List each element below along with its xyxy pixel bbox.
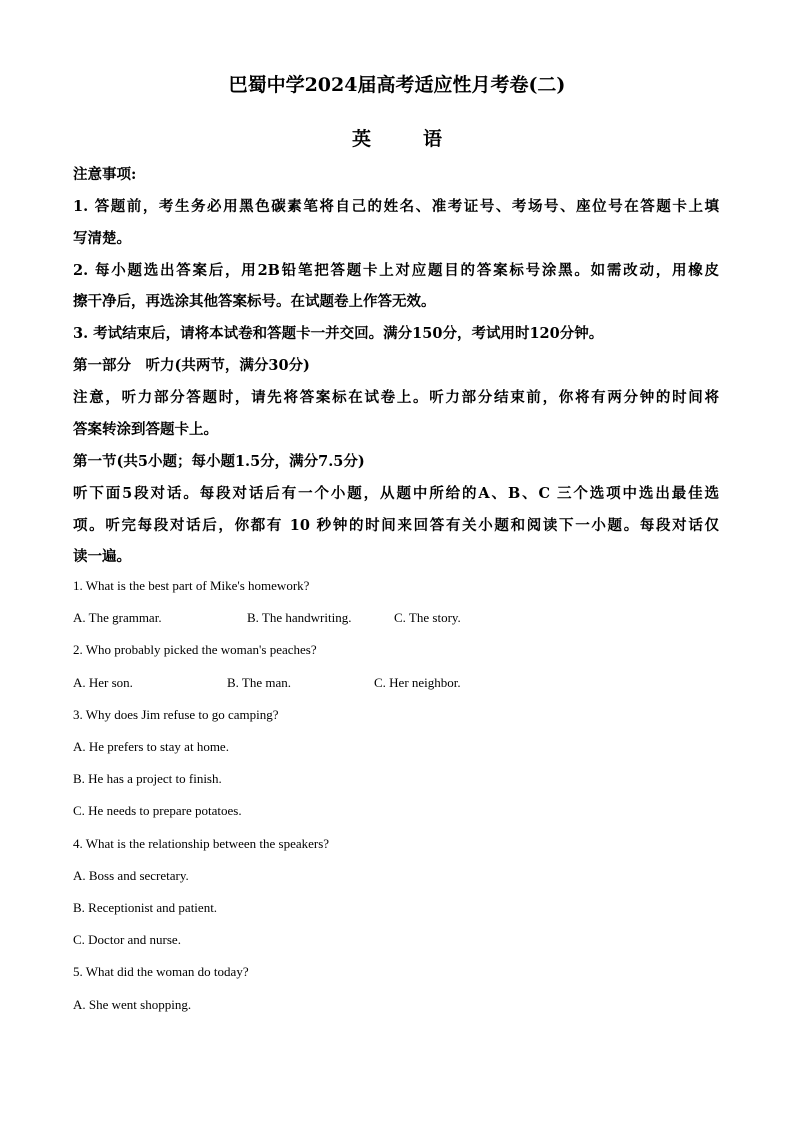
subject-char-1: 英 [351, 128, 371, 150]
question-5: 5. What did the woman do today? [73, 964, 249, 979]
question-5-option-a: A. She went shopping. [73, 997, 192, 1012]
question-2-option-b: B. The man. [227, 675, 292, 690]
question-1-option-a: A. The grammar. [73, 610, 162, 625]
part1-heading: 第一部分 听力(共两节，满分30分) [73, 357, 310, 374]
instruction-line-3: 读一遍。 [73, 548, 131, 565]
instruction-line-2: 项。听完每段对话后，你都有 10 秒钟的时间来回答有关小题和阅读下一小题。每段对话仅 [73, 517, 719, 534]
notice-line-2: 写清楚。 [73, 230, 131, 247]
notice-line-3: 2. 每小题选出答案后，用2B铅笔把答题卡上对应题目的答案标号涂黑。如需改动，用橡皮 [73, 262, 719, 279]
question-4-option-b: B. Receptionist and patient. [73, 900, 218, 915]
question-1-option-b: B. The handwriting. [247, 610, 352, 625]
question-3: 3. Why does Jim refuse to go camping? [73, 707, 279, 722]
notice-line-4: 擦干净后，再选涂其他答案标号。在试题卷上作答无效。 [73, 293, 436, 310]
question-4-option-a: A. Boss and secretary. [73, 868, 189, 883]
question-4: 4. What is the relationship between the speakers? [73, 836, 330, 851]
part1-note-line-2: 答案转涂到答题卡上。 [73, 421, 218, 438]
question-1: 1. What is the best part of Mike's homework? [73, 578, 310, 593]
question-2-option-a: A. Her son. [73, 675, 133, 690]
notice-line-1: 1. 答题前，考生务必用黑色碳素笔将自己的姓名、准考证号、考场号、座位号在答题卡上填 [73, 198, 719, 215]
part1-note-line-1: 注意，听力部分答题时，请先将答案标在试卷上。听力部分结束前，你将有两分钟的时间将 [73, 389, 719, 406]
exam-title: 巴蜀中学2024届高考适应性月考卷(二) [228, 74, 566, 96]
subject-char-2: 语 [423, 128, 443, 150]
question-2: 2. Who probably picked the woman's peaches? [73, 642, 317, 657]
notice-line-5: 3. 考试结束后，请将本试卷和答题卡一并交回。满分150分，考试用时120分钟。 [73, 325, 604, 342]
instruction-line-1: 听下面5段对话。每段对话后有一个小题，从题中所给的A、B、C 三个选项中选出最佳选 [73, 485, 719, 502]
question-1-option-c: C. The story. [394, 610, 461, 625]
notice-heading: 注意事项: [73, 166, 137, 183]
section1-heading: 第一节(共5小题；每小题1.5分，满分7.5分) [73, 453, 365, 470]
question-4-option-c: C. Doctor and nurse. [73, 932, 181, 947]
question-3-option-c: C. He needs to prepare potatoes. [73, 803, 242, 818]
question-2-option-c: C. Her neighbor. [374, 675, 461, 690]
subject-heading [0, 124, 794, 151]
question-3-option-a: A. He prefers to stay at home. [73, 739, 229, 754]
question-3-option-b: B. He has a project to finish. [73, 771, 222, 786]
